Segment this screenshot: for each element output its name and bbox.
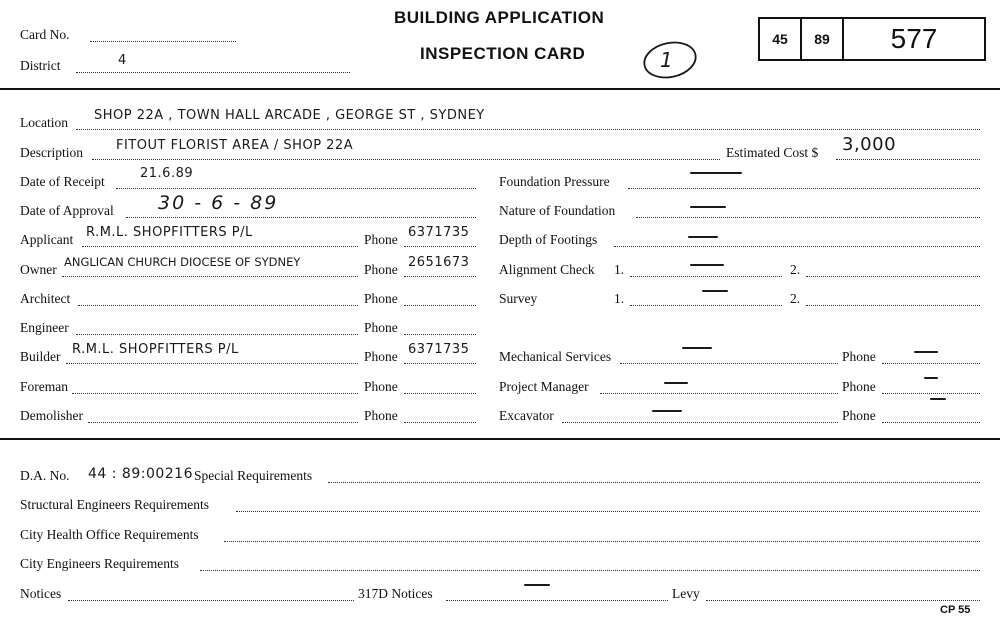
project-manager-phone-label: Phone (842, 379, 876, 394)
foreman-label: Foreman (20, 379, 68, 394)
notices-317d-dash (524, 584, 550, 586)
applicant-value: R.M.L. SHOPFITTERS P/L (86, 225, 253, 240)
notices-317d-label: 317D Notices (358, 586, 433, 601)
alignment-check-label: Alignment Check (499, 262, 595, 277)
mechanical-phone-label: Phone (842, 349, 876, 364)
architect-phone-label: Phone (364, 291, 398, 306)
excavator-phone-label: Phone (842, 408, 876, 423)
city-engineers-field (200, 570, 980, 571)
builder-phone-label: Phone (364, 349, 398, 364)
builder-phone-field (404, 363, 476, 364)
builder-value: R.M.L. SHOPFITTERS P/L (72, 342, 239, 357)
mechanical-field (620, 363, 838, 364)
reference-code-a: 45 (772, 31, 788, 47)
owner-field (62, 276, 358, 277)
excavator-dash (652, 410, 682, 412)
foreman-phone-label: Phone (364, 379, 398, 394)
nature-foundation-field (636, 217, 980, 218)
nature-foundation-label: Nature of Foundation (499, 203, 616, 218)
reference-number: 577 (890, 23, 938, 54)
architect-phone-field (404, 305, 476, 306)
card-no-field (90, 41, 236, 42)
health-label: City Health Office Requirements (20, 527, 199, 542)
location-field (76, 129, 980, 130)
circled-number: 1 (660, 48, 675, 72)
survey-label: Survey (499, 291, 538, 306)
estimated-cost-field (836, 159, 980, 160)
special-requirements-label: Special Requirements (194, 468, 313, 483)
applicant-phone-value: 6371735 (408, 225, 470, 240)
mechanical-phone-dash (914, 351, 938, 353)
owner-phone-value: 2651673 (408, 255, 470, 270)
engineer-phone-label: Phone (364, 320, 398, 335)
foundation-pressure-label: Foundation Pressure (499, 174, 610, 189)
estimated-cost-label: Estimated Cost $ (726, 145, 819, 160)
owner-label: Owner (20, 262, 57, 277)
date-approval-label: Date of Approval (20, 203, 114, 218)
architect-label: Architect (20, 291, 71, 306)
city-engineers-label: City Engineers Requirements (20, 556, 179, 571)
form-code: CP 55 (940, 604, 971, 616)
health-field (224, 541, 980, 542)
foreman-field (72, 393, 358, 394)
date-receipt-value: 21.6.89 (140, 166, 194, 181)
project-manager-phone-field (882, 393, 980, 394)
survey-field-2 (806, 305, 980, 306)
excavator-field (562, 422, 838, 423)
mechanical-dash (682, 347, 712, 349)
description-value: FITOUT FLORIST AREA / SHOP 22A (116, 138, 354, 153)
excavator-phone-field (882, 422, 980, 423)
demolisher-label: Demolisher (20, 408, 83, 423)
demolisher-field (88, 422, 358, 423)
project-manager-label: Project Manager (499, 379, 589, 394)
builder-phone-value: 6371735 (408, 342, 470, 357)
card-no-label: Card No. (20, 27, 70, 42)
special-requirements-field (328, 482, 980, 483)
mechanical-label: Mechanical Services (499, 349, 612, 364)
excavator-label: Excavator (499, 408, 554, 423)
estimated-cost-value: 3,000 (842, 134, 897, 155)
demolisher-phone-label: Phone (364, 408, 398, 423)
district-field (76, 72, 350, 73)
demolisher-phone-field (404, 422, 476, 423)
mechanical-phone-field (882, 363, 980, 364)
description-label: Description (20, 145, 83, 160)
foundation-pressure-dash (690, 172, 742, 174)
depth-footings-dash (688, 236, 718, 238)
notices-field (68, 600, 354, 601)
applicant-phone-field (404, 246, 476, 247)
levy-label: Levy (672, 586, 700, 601)
date-approval-value: 30 - 6 - 89 (158, 192, 279, 214)
date-approval-field (126, 217, 476, 218)
nature-foundation-dash (690, 206, 726, 208)
location-value: SHOP 22A , TOWN HALL ARCADE , GEORGE ST , SYDNEY (94, 108, 485, 123)
excavator-phone-dash (930, 398, 946, 400)
structural-field (236, 511, 980, 512)
notices-label: Notices (20, 586, 62, 601)
da-no-value: 44 : 89:00216 (88, 466, 193, 482)
alignment-check-two: 2. (790, 262, 801, 277)
alignment-check-field-1 (630, 276, 782, 277)
district-value: 4 (118, 53, 127, 68)
owner-phone-field (404, 276, 476, 277)
project-manager-dash (664, 382, 688, 384)
applicant-field (82, 246, 358, 247)
engineer-label: Engineer (20, 320, 69, 335)
alignment-check-dash (690, 264, 724, 266)
notices-317d-field (446, 600, 668, 601)
alignment-check-one: 1. (614, 262, 625, 277)
engineer-field (76, 334, 358, 335)
survey-one: 1. (614, 291, 625, 306)
owner-phone-label: Phone (364, 262, 398, 277)
form-subtitle: INSPECTION CARD (420, 44, 586, 63)
builder-field (66, 363, 358, 364)
project-manager-field (600, 393, 838, 394)
depth-footings-label: Depth of Footings (499, 232, 598, 247)
section-rule-top (0, 88, 1000, 90)
da-no-label: D.A. No. (20, 468, 70, 483)
form-title: BUILDING APPLICATION (394, 8, 605, 27)
reference-code-b: 89 (814, 31, 830, 47)
owner-value: ANGLICAN CHURCH DIOCESE OF SYDNEY (64, 255, 301, 269)
description-field (92, 159, 720, 160)
district-label: District (20, 58, 61, 73)
levy-field (706, 600, 980, 601)
location-label: Location (20, 115, 68, 130)
date-receipt-label: Date of Receipt (20, 174, 105, 189)
alignment-check-field-2 (806, 276, 980, 277)
applicant-phone-label: Phone (364, 232, 398, 247)
builder-label: Builder (20, 349, 61, 364)
engineer-phone-field (404, 334, 476, 335)
foundation-pressure-field (628, 188, 980, 189)
depth-footings-field (614, 246, 980, 247)
survey-two: 2. (790, 291, 801, 306)
structural-label: Structural Engineers Requirements (20, 497, 209, 512)
applicant-label: Applicant (20, 232, 74, 247)
survey-field-1 (630, 305, 782, 306)
architect-field (78, 305, 358, 306)
date-receipt-field (116, 188, 476, 189)
survey-dash (702, 290, 728, 292)
section-rule-middle (0, 438, 1000, 440)
foreman-phone-field (404, 393, 476, 394)
project-manager-phone-dash (924, 377, 938, 379)
